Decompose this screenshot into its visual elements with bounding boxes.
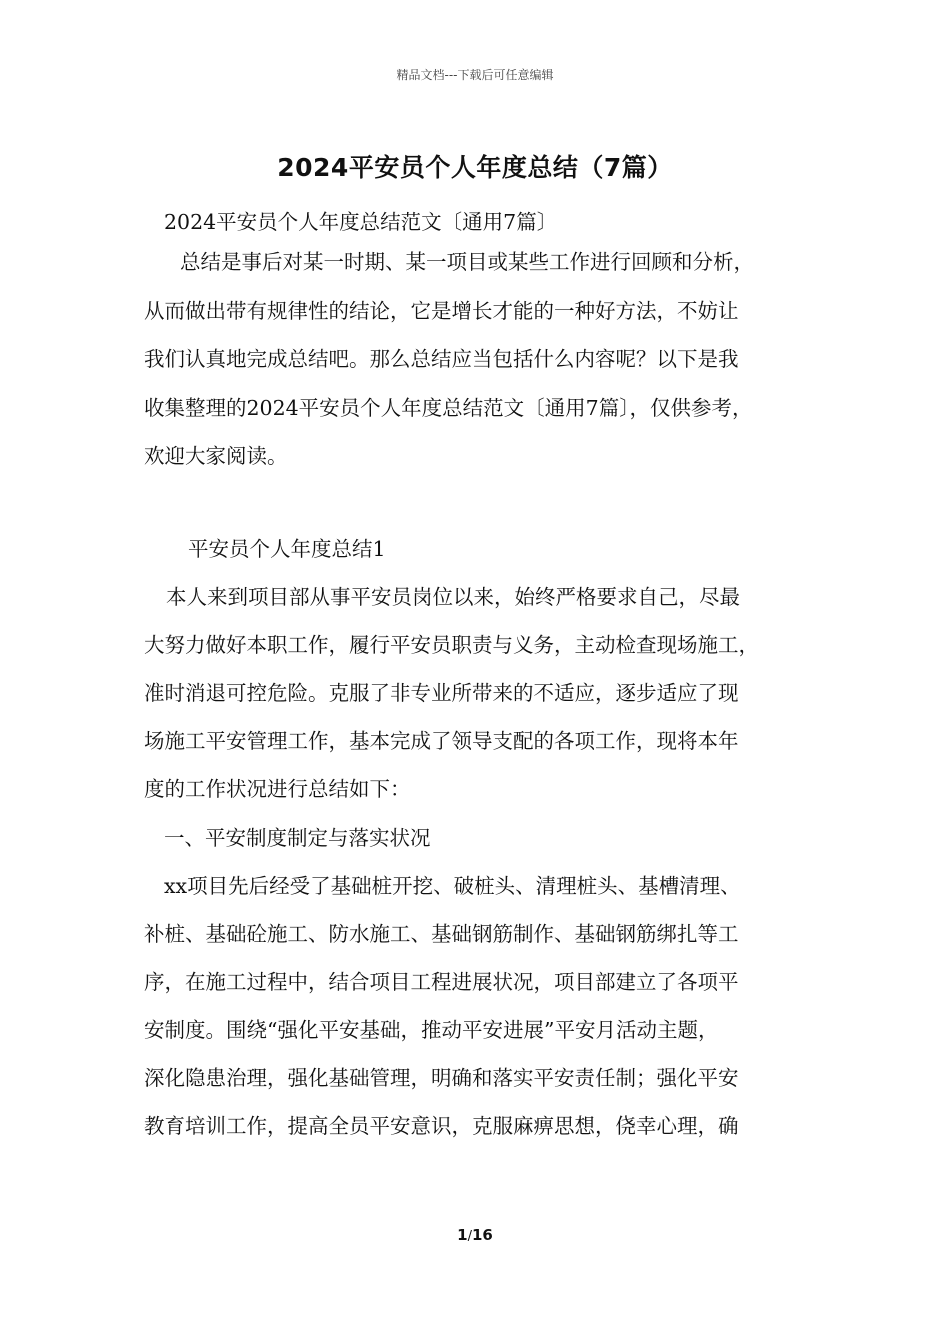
text-line: 补桩、基础砼施工、防水施工、基础钢筋制作、基础钢筋绑扎等工 [144,921,739,946]
current-page: 1 [457,1226,468,1244]
text-line: 从而做出带有规律性的结论，它是增长才能的一种好方法，不妨让 [144,298,739,323]
text-line: 场施工平安管理工作，基本完成了领导支配的各项工作，现将本年 [144,729,739,754]
paragraph-2 [144,862,824,1151]
document-body [144,206,824,1150]
text-line: 序，在施工过程中，结合项目工程进展状况，项目部建立了各项平 [144,969,739,994]
text-line: 欢迎大家阅读。 [144,444,288,468]
section-title: 平安员个人年度总结1 [188,536,386,561]
page-separator: / [467,1229,472,1244]
text-line: 我们认真地完成总结吧。那么总结应当包括什么内容呢？以下是我 [144,347,739,371]
document-subtitle: 2024平安员个人年度总结范文〔通用7篇〕 [164,210,558,234]
text-line: 准时消退可控危险。克服了非专业所带来的不适应，逐步适应了现 [144,680,739,705]
subheading-1: 一、平安制度制定与落实状况 [164,825,431,850]
text-line: xx项目先后经受了基础桩开挖、破桩头、清理桩头、基槽清理、 [164,873,741,898]
spacer [144,481,824,525]
text-line: 大努力做好本职工作，履行平安员职责与义务，主动检查现场施工， [144,632,759,657]
total-pages: 16 [471,1226,493,1244]
text-line: 收集整理的2024平安员个人年度总结范文〔通用7篇〕，仅供参考， [144,395,753,420]
text-line: 安制度。围绕“强化平安基础，推动平安进展”平安月活动主题， [144,1017,719,1042]
text-line: 教育培训工作，提高全员平安意识，克服麻痹思想，侥幸心理，确 [144,1113,739,1138]
text-line: 本人来到项目部从事平安员岗位以来，始终严格要求自己，尽最 [166,584,740,609]
intro-paragraph [144,238,824,481]
text-line: 总结是事后对某一时期、某一项目或某些工作进行回顾和分析， [180,250,754,274]
document-title: 2024平安员个人年度总结（7篇） [277,153,673,182]
page-number [0,1226,950,1244]
text-line: 度的工作状况进行总结如下： [144,777,411,802]
text-line: 深化隐患治理，强化基础管理，明确和落实平安责任制；强化平安 [144,1065,739,1090]
page-header: 精品文档---下载后可任意编辑 [396,68,554,82]
paragraph-1 [144,573,824,814]
